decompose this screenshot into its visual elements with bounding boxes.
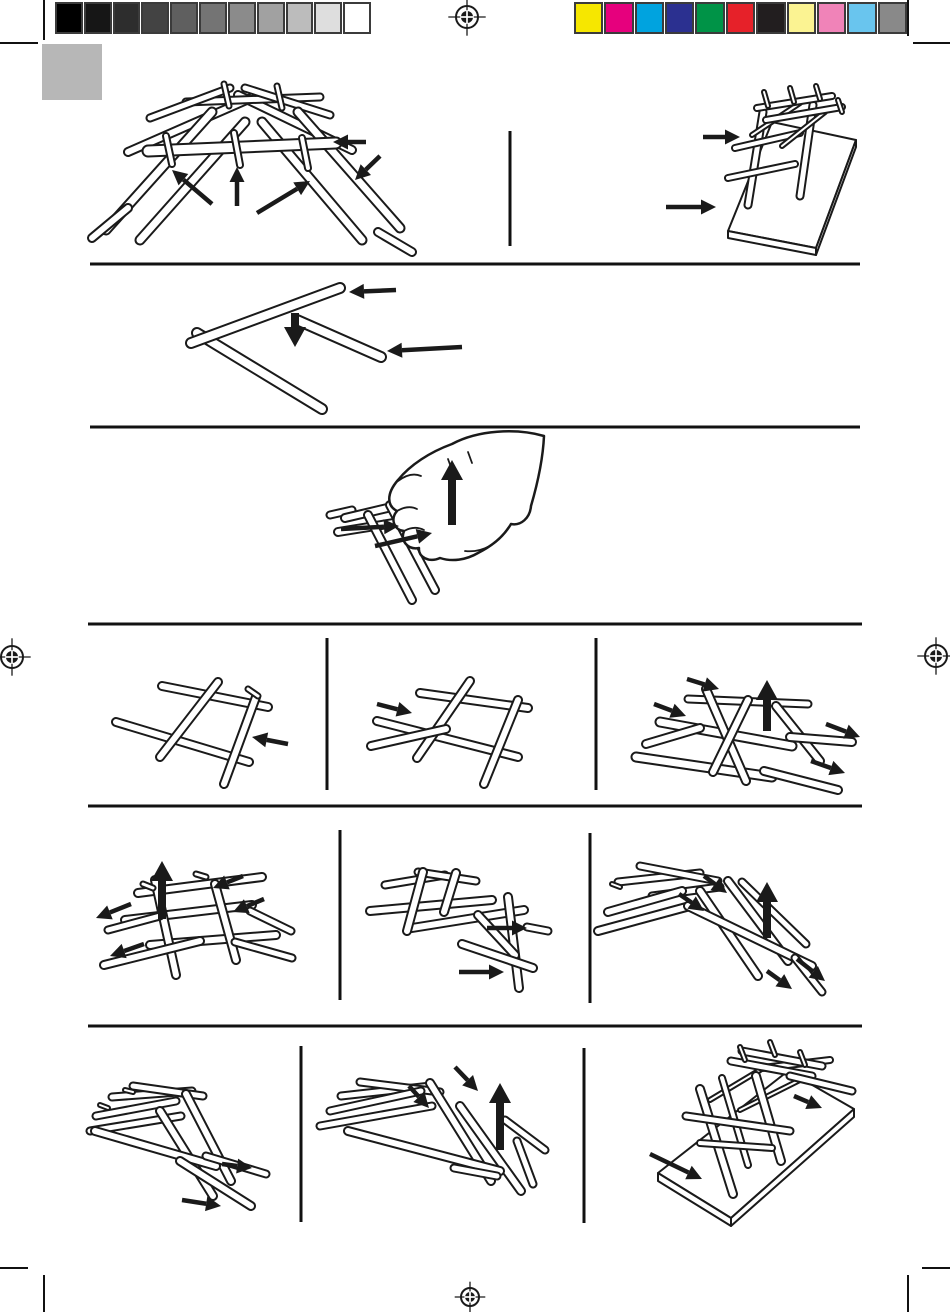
panel-step-hand-hold-lift — [330, 431, 544, 600]
arrow-shaft — [110, 904, 131, 912]
arrow-head — [702, 677, 719, 691]
arrow-head — [151, 861, 173, 881]
arrow-shaft — [366, 156, 380, 170]
arrow-shaft — [377, 704, 397, 709]
stick-fill — [224, 697, 256, 784]
panel-finished-bridge-arrows — [92, 84, 412, 252]
panel-step-lattice-3 — [636, 677, 860, 790]
arrow-shaft — [654, 704, 672, 711]
arrow-shaft — [222, 1164, 237, 1166]
stick-fill — [378, 232, 412, 252]
panel-bridge-on-stand — [666, 86, 856, 255]
arrow-head — [349, 284, 364, 299]
registration-mark-icon — [448, 0, 485, 36]
hand-illustration — [389, 431, 544, 560]
panel-step-final-2 — [320, 1067, 545, 1191]
arrow-head — [489, 1083, 511, 1103]
stick-fill — [517, 1141, 533, 1184]
stick-fill — [462, 944, 533, 968]
registration-mark-icon — [917, 637, 950, 674]
stick-fill — [646, 728, 700, 744]
arrow-shaft — [341, 527, 384, 529]
arrow-shaft — [455, 1067, 468, 1080]
arrow-shaft — [182, 1200, 206, 1204]
stick-fill — [766, 107, 842, 120]
arrow-shaft — [687, 679, 705, 685]
arrow-shaft — [826, 724, 846, 732]
arrow-head — [110, 944, 127, 958]
arrow-shaft — [267, 740, 288, 744]
stick-fill — [484, 700, 518, 784]
arrow-shaft — [364, 290, 396, 291]
arrow-head — [252, 733, 268, 748]
stick-fill — [298, 112, 400, 228]
panel-step-final-1 — [90, 1086, 266, 1211]
arrow-head — [756, 882, 778, 902]
arrow-head — [701, 200, 716, 215]
panel-step-finished-on-board — [650, 1042, 854, 1226]
stick-fill — [297, 320, 381, 357]
panel-step-first-three-sticks — [191, 284, 462, 409]
panel-step-arch-1 — [96, 861, 292, 975]
stick-fill — [197, 333, 322, 409]
arrow-shaft — [767, 971, 780, 980]
arrow-shaft — [124, 944, 144, 951]
stick-fill — [215, 884, 236, 960]
stick-fill — [95, 1131, 216, 1166]
stick-fill — [505, 1120, 545, 1150]
registration-mark-icon — [455, 1282, 486, 1312]
arrow-head — [387, 343, 402, 358]
arrow-shaft — [257, 189, 297, 213]
stick-fill — [636, 757, 772, 777]
panel-step-arch-3 — [598, 866, 825, 992]
arrow-shaft — [402, 347, 462, 350]
arrow-head — [828, 761, 845, 775]
panel-step-lattice-1 — [116, 682, 288, 784]
stick-fill — [235, 942, 292, 958]
registration-mark-icon — [0, 638, 31, 675]
panel-step-lattice-2 — [371, 681, 528, 784]
arrow-head — [756, 680, 778, 700]
arrow-head — [725, 130, 740, 145]
panel-step-arch-2 — [370, 872, 548, 988]
arrow-head — [489, 965, 504, 980]
stick-fill — [250, 911, 291, 931]
arrow-head — [512, 921, 527, 936]
arrow-head — [396, 702, 412, 717]
arrow-head — [230, 167, 245, 182]
arrow-head — [284, 327, 306, 347]
